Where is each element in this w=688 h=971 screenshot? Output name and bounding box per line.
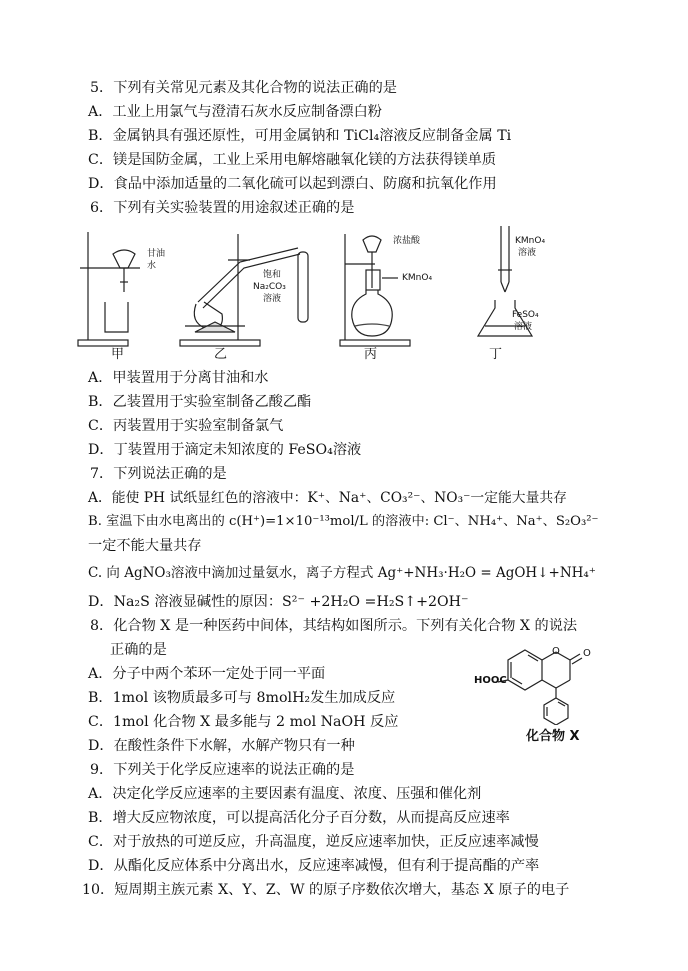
q6-option-d: D．丁装置用于滴定未知浓度的 FeSO₄溶液	[88, 442, 362, 458]
q5-stem: 5．下列有关常见元素及其化合物的说法正确的是	[90, 80, 397, 96]
ding-label-solution-2: 溶液	[514, 322, 533, 332]
q7-option-c: C. 向 AgNO₃溶液中滴加过量氨水，离子方程式 Ag⁺+NH₃·H₂O = AgOH↓+NH₄⁺	[88, 565, 596, 581]
jia-label-glycerol: 甘油	[147, 249, 166, 259]
q5-option-a: A．工业上用氯气与澄清石灰水反应制备漂白粉	[88, 104, 382, 120]
ding-label-kmno4: KMnO₄	[515, 236, 546, 246]
carbonyl-oxygen-label: O	[583, 648, 591, 659]
caption-yi: 乙	[214, 347, 228, 362]
q7-option-b: B. 室温下由水电离出的 c(H⁺)=1×10⁻¹³mol/L 的溶液中: Cl⁻、NH₄⁺、Na⁺、S₂O₃²⁻	[88, 514, 599, 529]
q6-stem: 6．下列有关实验装置的用途叙述正确的是	[90, 200, 355, 216]
q5-option-c: C．镁是国防金属，工业上采用电解熔融氧化镁的方法获得镁单质	[88, 152, 497, 168]
ring-oxygen-label: O	[552, 646, 560, 657]
caption-ding: 丁	[489, 347, 503, 362]
q8-stem-cont: 正确的是	[110, 642, 167, 658]
apparatus-drawing	[0, 222, 688, 372]
q9-option-c: C．对于放热的可逆反应，升高温度，逆反应速率加快，正反应速率减慢	[88, 834, 539, 850]
q7-option-b-cont: 一定不能大量共存	[88, 538, 202, 554]
q5-option-b: B．金属钠具有强还原性，可用金属钠和 TiCl₄溶液反应制备金属 Ti	[88, 128, 512, 144]
caption-jia: 甲	[111, 347, 125, 362]
q8-stem: 8．化合物 X 是一种医药中间体，其结构如图所示。下列有关化合物 X 的说法	[90, 618, 578, 634]
compound-x-caption: 化合物 X	[526, 729, 580, 744]
q7-option-d: D．Na₂S 溶液显碱性的原因：S²⁻ +2H₂O =H₂S↑+2OH⁻	[88, 594, 469, 610]
q6-option-c: C．丙装置用于实验室制备氯气	[88, 418, 284, 434]
q9-stem: 9．下列关于化学反应速率的说法正确的是	[90, 762, 355, 778]
q9-option-d: D．从酯化反应体系中分离出水，反应速率减慢，但有利于提高酯的产率	[88, 858, 540, 874]
bing-label-hcl: 浓盐酸	[393, 236, 421, 246]
q6-option-a: A．甲装置用于分离甘油和水	[88, 370, 269, 386]
ding-label-feso4: FeSO₄	[512, 310, 539, 320]
caption-bing: 丙	[364, 347, 378, 362]
yi-label-solution: 溶液	[263, 294, 282, 304]
q9-option-a: A．决定化学反应速率的主要因素有温度、浓度、压强和催化剂	[88, 786, 482, 802]
yi-label-saturated: 饱和	[263, 270, 282, 280]
q10-stem: 10．短周期主族元素 X、Y、Z、W 的原子序数依次增大，基态 X 原子的电子	[82, 882, 570, 898]
q8-option-a: A．分子中两个苯环一定处于同一平面	[88, 666, 326, 682]
q8-option-d: D．在酸性条件下水解，水解产物只有一种	[88, 738, 355, 754]
q9-option-b: B．增大反应物浓度，可以提高活化分子百分数，从而提高反应速率	[88, 810, 510, 826]
q8-option-b: B．1mol 该物质最多可与 8molH₂发生加成反应	[88, 690, 396, 706]
q7-option-a: A．能使 PH 试纸显红色的溶液中：K⁺、Na⁺、CO₃²⁻、NO₃⁻一定能大量共存	[88, 490, 567, 506]
q5-option-d: D．食品中添加适量的二氧化硫可以起到漂白、防腐和抗氧化作用	[88, 176, 497, 192]
q7-stem: 7．下列说法正确的是	[90, 466, 227, 482]
bing-label-kmno4: KMnO₄	[402, 273, 433, 283]
yi-label-na2co3: Na₂CO₃	[253, 282, 286, 292]
ding-label-solution-1: 溶液	[518, 248, 537, 258]
cooh-label: HOOC	[474, 675, 507, 686]
q8-option-c: C．1mol 化合物 X 最多能与 2 mol NaOH 反应	[88, 714, 399, 730]
q6-option-b: B．乙装置用于实验室制备乙酸乙酯	[88, 394, 312, 410]
jia-label-water: 水	[147, 261, 157, 271]
